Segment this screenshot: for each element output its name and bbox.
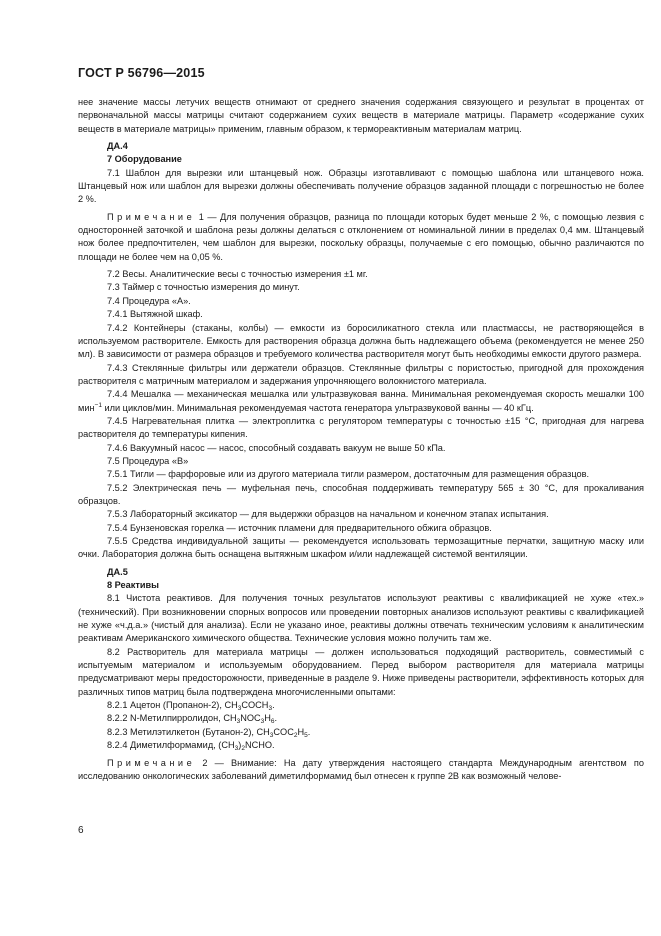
- clause-7-5: 7.5 Процедура «В»: [107, 455, 189, 466]
- clause-8-2-4-text: 8.2.4 Диметилформамид,: [107, 740, 219, 751]
- clause-7-4: 7.4 Процедура «А».: [107, 295, 191, 306]
- clause-8-1: 8.1 Чистота реактивов. Для получения точных результатов используют реактивы с квалификацией не хуже «тех.» (технический). При возникновении спорных вопросов или проведении повторных анализов используют реактивы с квалификацией не хуже «ч.д.а.» (чистый для анализа). Если не указано иное, реактивы должны отвечать техническим условиям к аналитическим реактивам Американского химического общества. Технические условия можно получить там же.: [78, 593, 644, 644]
- appendix-section-da5: ДА.5: [107, 566, 128, 577]
- clause-7-5-4: 7.5.4 Бунзеновская горелка — источник пламени для предварительного обжига образцов.: [107, 522, 492, 533]
- note-1: [78, 211, 644, 264]
- note-2-text: 2 — Внимание: На дату утверждения настоящего стандарта Международным агентством по исследованию онкологических заболеваний диметилформамид был отнесен к группе 2В как возможный челове-: [78, 757, 644, 781]
- clause-8-2-3-text: 8.2.3 Метилэтилкетон (Бутанон-2),: [107, 726, 257, 737]
- formula-dmf: $(CH_3)_2NCHO$.: [218, 740, 275, 753]
- appendix-section-da4: ДА.4: [107, 141, 128, 152]
- paragraph-intro: нее значение массы летучих веществ отнимают от среднего значения содержания связующего и результат в процентах от первоначальной массы матрицы считают содержанием сухих веществ в материале матрицы. Параметр «содержание сухих веществ в материале матрицы» применим, главным образом, к термореактивным материалам матриц.: [78, 97, 644, 134]
- formula-nmp: $CH_3NOC_3H_6$.: [223, 713, 278, 726]
- clause-7-5-3: 7.5.3 Лабораторный эксикатор — для выдержки образцов на начальном и конечном этапах испытания.: [107, 509, 549, 520]
- section-heading-7: 7 Оборудование: [107, 154, 182, 165]
- page-header-title: ГОСТ Р 56796—2015: [78, 66, 205, 80]
- clause-7-4-4: [78, 388, 644, 415]
- clause-8-2-2-text: 8.2.2 N-Метилпирролидон,: [107, 713, 224, 724]
- clause-7-4-4-part1: 7.4.4 Мешалка — механическая мешалка или ультразвуковая ванна. Минимальная рекомендуемая скорость мешалки 100 мин: [78, 389, 644, 413]
- page-number: 6: [78, 825, 84, 836]
- clause-7-4-6: 7.4.6 Вакуумный насос — насос, способный создавать вакуум не выше 50 кПа.: [107, 442, 446, 453]
- clause-7-4-2: 7.4.2 Контейнеры (стаканы, колбы) — емкости из боросиликатного стекла или пластмассы, не растворяющейся в используемом растворителе. Емкость для растворения образца должна быть надлежащего объема (рекомендуется не менее 250 мл). В зависимости от размера образцов и требуемого количества растворителя могут быть необходимы емкости другого размера.: [78, 322, 644, 360]
- clause-7-4-5: 7.4.5 Нагревательная плитка — электроплитка с регулятором температуры с точностью ±15 °С, пригодная для нагрева растворителя до температуры кипения.: [78, 415, 644, 440]
- clause-8-2-3: [78, 726, 644, 739]
- clause-7-5-1: 7.5.1 Тигли — фарфоровые или из другого материала тигли размером, достаточным для размещения образцов.: [107, 469, 590, 480]
- formula-mek: $CH_3COC_2H_5$.: [256, 726, 311, 739]
- clause-7-5-5: 7.5.5 Средства индивидуальной защиты — рекомендуется использовать термозащитные перчатки, защитную маску или очки. Лаборатория должна быть оснащена вытяжным шкафом и/или надлежащей системой вентиляции.: [78, 536, 644, 560]
- clause-7-4-4-part2: или циклов/мин. Минимальная рекомендуемая частота генератора ультразвуковой ванны — 40 кГц.: [101, 402, 534, 413]
- note-2-label: Примечание: [107, 757, 196, 768]
- clause-7-5-2: 7.5.2 Электрическая печь — муфельная печь, способная поддерживать температуру 565 ± 30 °С, для прокаливания образцов.: [78, 482, 644, 506]
- formula-acetone: $CH_3COCH_3$.: [224, 700, 275, 713]
- note-1-label: Примечание: [107, 211, 196, 222]
- clause-7-1: 7.1 Шаблон для вырезки или штанцевый нож. Образцы изготавливают с помощью шаблона или штанцевого ножа. Штанцевый нож или шаблон для вырезки должны обеспечивать получение образцов заданной площади с погрешностью не более 2 %.: [78, 167, 644, 205]
- note-1-text: 1 — Для получения образцов, разница по площади которых будет меньше 2 %, с помощью лезвия с односторонней заточкой и шаблона резы должны делаться с отклонением от номинальной линии в пределах 0,4 мм. Штанцевый нож более предпочтителен, чем шаблон для вырезки, поскольку образцы, получаемые с его помощью, обычно различаются по площади не более чем на 0,05 %.: [78, 211, 644, 262]
- clause-7-4-1: 7.4.1 Вытяжной шкаф.: [107, 309, 203, 320]
- clause-7-2: 7.2 Весы. Аналитические весы с точностью измерения ±1 мг.: [107, 269, 368, 280]
- unit-exponent: −1: [94, 401, 102, 409]
- clause-7-3: 7.3 Таймер с точностью измерения до минут.: [107, 282, 300, 293]
- section-heading-8: 8 Реактивы: [107, 580, 160, 591]
- clause-8-2-1-text: 8.2.1 Ацетон (Пропанон-2),: [107, 700, 225, 711]
- clause-8-2-4: [78, 739, 644, 752]
- document-body: [78, 96, 644, 783]
- clause-8-2: 8.2 Растворитель для материала матрицы — должен использоваться подходящий растворитель, совместимый с испытуемым материалом и используемым оборудованием. Перед выбором растворителя для материала матрицы предусматривают меры предосторожности, приведенные в разделе 9. Ниже приведены растворители, эффективность которых для различных типов матриц была подтверждена многочисленными опытами:: [78, 646, 644, 697]
- clause-8-2-1: [78, 699, 644, 712]
- note-2: [78, 757, 644, 784]
- clause-8-2-2: [78, 712, 644, 725]
- clause-7-4-3: 7.4.3 Стеклянные фильтры или держатели образцов. Стеклянные фильтры с пористостью, пригодной для прохождения растворителя с матричным материалом и задержания упрочняющего волокнистого материала.: [78, 362, 644, 386]
